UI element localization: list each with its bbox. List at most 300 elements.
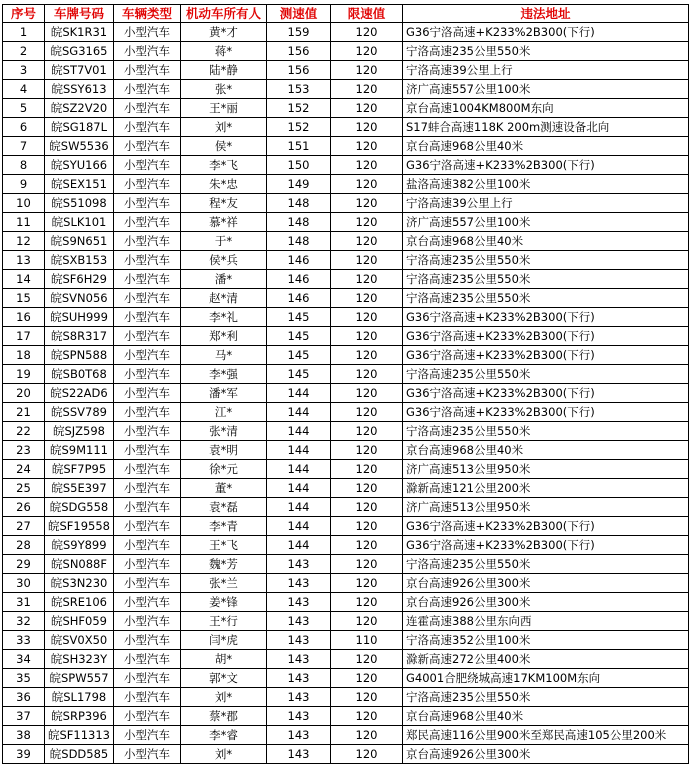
cell-index: 28 bbox=[3, 536, 45, 555]
cell-plate: 皖SDG558 bbox=[45, 498, 114, 517]
cell-owner: 徐*元 bbox=[181, 460, 267, 479]
cell-plate: 皖SH323Y bbox=[45, 650, 114, 669]
cell-speed-limit: 120 bbox=[331, 555, 403, 574]
cell-owner: 李*睿 bbox=[181, 726, 267, 745]
cell-owner: 侯*兵 bbox=[181, 251, 267, 270]
cell-measured-speed: 145 bbox=[267, 327, 331, 346]
cell-measured-speed: 148 bbox=[267, 232, 331, 251]
cell-measured-speed: 143 bbox=[267, 555, 331, 574]
cell-measured-speed: 145 bbox=[267, 308, 331, 327]
cell-measured-speed: 148 bbox=[267, 194, 331, 213]
cell-measured-speed: 144 bbox=[267, 479, 331, 498]
cell-location: G36宁洛高速+K233%2B300(下行) bbox=[403, 308, 689, 327]
table-row bbox=[3, 403, 689, 422]
cell-plate: 皖SPN588 bbox=[45, 346, 114, 365]
table-row bbox=[3, 194, 689, 213]
cell-index: 2 bbox=[3, 42, 45, 61]
cell-owner: 袁*磊 bbox=[181, 498, 267, 517]
cell-index: 11 bbox=[3, 213, 45, 232]
cell-index: 27 bbox=[3, 517, 45, 536]
cell-speed-limit: 120 bbox=[331, 403, 403, 422]
cell-speed-limit: 120 bbox=[331, 194, 403, 213]
cell-index: 14 bbox=[3, 270, 45, 289]
cell-location: 盐洛高速382公里100米 bbox=[403, 175, 689, 194]
cell-location: 滁新高速272公里400米 bbox=[403, 650, 689, 669]
cell-location: 宁洛高速235公里550米 bbox=[403, 365, 689, 384]
cell-speed-limit: 120 bbox=[331, 688, 403, 707]
cell-owner: 李*礼 bbox=[181, 308, 267, 327]
cell-index: 39 bbox=[3, 745, 45, 764]
cell-index: 26 bbox=[3, 498, 45, 517]
cell-speed-limit: 120 bbox=[331, 308, 403, 327]
cell-measured-speed: 143 bbox=[267, 707, 331, 726]
cell-measured-speed: 146 bbox=[267, 289, 331, 308]
cell-index: 35 bbox=[3, 669, 45, 688]
cell-measured-speed: 146 bbox=[267, 270, 331, 289]
cell-measured-speed: 143 bbox=[267, 688, 331, 707]
cell-owner: 陆*静 bbox=[181, 61, 267, 80]
cell-vehicle-type: 小型汽车 bbox=[114, 650, 181, 669]
cell-measured-speed: 156 bbox=[267, 61, 331, 80]
cell-vehicle-type: 小型汽车 bbox=[114, 365, 181, 384]
cell-location: S17蚌合高速118K 200m测速设备北向 bbox=[403, 118, 689, 137]
cell-speed-limit: 120 bbox=[331, 156, 403, 175]
cell-plate: 皖SB0T68 bbox=[45, 365, 114, 384]
cell-location: 京台高速968公里40米 bbox=[403, 137, 689, 156]
cell-owner: 赵*清 bbox=[181, 289, 267, 308]
cell-owner: 蒋* bbox=[181, 42, 267, 61]
cell-vehicle-type: 小型汽车 bbox=[114, 80, 181, 99]
cell-speed-limit: 120 bbox=[331, 669, 403, 688]
cell-measured-speed: 144 bbox=[267, 536, 331, 555]
cell-owner: 刘* bbox=[181, 745, 267, 764]
cell-location: 宁洛高速235公里550米 bbox=[403, 251, 689, 270]
cell-vehicle-type: 小型汽车 bbox=[114, 118, 181, 137]
cell-index: 15 bbox=[3, 289, 45, 308]
cell-plate: 皖SPW557 bbox=[45, 669, 114, 688]
cell-plate: 皖S51098 bbox=[45, 194, 114, 213]
cell-speed-limit: 120 bbox=[331, 80, 403, 99]
cell-plate: 皖SYU166 bbox=[45, 156, 114, 175]
table-row bbox=[3, 99, 689, 118]
table-row bbox=[3, 365, 689, 384]
cell-vehicle-type: 小型汽车 bbox=[114, 156, 181, 175]
cell-speed-limit: 120 bbox=[331, 441, 403, 460]
cell-location: 京台高速968公里40米 bbox=[403, 707, 689, 726]
cell-vehicle-type: 小型汽车 bbox=[114, 308, 181, 327]
cell-vehicle-type: 小型汽车 bbox=[114, 745, 181, 764]
table-row bbox=[3, 441, 689, 460]
cell-location: 济广高速557公里100米 bbox=[403, 213, 689, 232]
cell-plate: 皖SDD585 bbox=[45, 745, 114, 764]
cell-index: 23 bbox=[3, 441, 45, 460]
cell-plate: 皖ST7V01 bbox=[45, 61, 114, 80]
cell-measured-speed: 144 bbox=[267, 384, 331, 403]
cell-location: 济广高速557公里100米 bbox=[403, 80, 689, 99]
cell-index: 8 bbox=[3, 156, 45, 175]
cell-speed-limit: 120 bbox=[331, 346, 403, 365]
cell-location: 宁洛高速352公里100米 bbox=[403, 631, 689, 650]
cell-location: G36宁洛高速+K233%2B300(下行) bbox=[403, 384, 689, 403]
table-row bbox=[3, 726, 689, 745]
cell-plate: 皖SN088F bbox=[45, 555, 114, 574]
cell-vehicle-type: 小型汽车 bbox=[114, 99, 181, 118]
cell-measured-speed: 144 bbox=[267, 441, 331, 460]
cell-owner: 王*飞 bbox=[181, 536, 267, 555]
cell-vehicle-type: 小型汽车 bbox=[114, 669, 181, 688]
header-speed-limit: 限速值 bbox=[331, 5, 403, 23]
cell-index: 4 bbox=[3, 80, 45, 99]
cell-plate: 皖SVN056 bbox=[45, 289, 114, 308]
cell-owner: 张*清 bbox=[181, 422, 267, 441]
cell-owner: 李*青 bbox=[181, 517, 267, 536]
cell-plate: 皖SK1R31 bbox=[45, 23, 114, 42]
cell-owner: 于* bbox=[181, 232, 267, 251]
cell-plate: 皖S3N230 bbox=[45, 574, 114, 593]
cell-vehicle-type: 小型汽车 bbox=[114, 213, 181, 232]
cell-speed-limit: 120 bbox=[331, 745, 403, 764]
cell-location: 宁洛高速235公里550米 bbox=[403, 688, 689, 707]
header-measured-speed: 测速值 bbox=[267, 5, 331, 23]
table-row bbox=[3, 270, 689, 289]
cell-owner: 胡* bbox=[181, 650, 267, 669]
cell-location: G36宁洛高速+K233%2B300(下行) bbox=[403, 536, 689, 555]
cell-location: 宁洛高速39公里上行 bbox=[403, 61, 689, 80]
table-row bbox=[3, 156, 689, 175]
cell-measured-speed: 144 bbox=[267, 422, 331, 441]
violation-table bbox=[2, 4, 689, 764]
cell-measured-speed: 143 bbox=[267, 612, 331, 631]
table-row bbox=[3, 61, 689, 80]
cell-location: 宁洛高速235公里550米 bbox=[403, 422, 689, 441]
table-row bbox=[3, 422, 689, 441]
cell-plate: 皖SG3165 bbox=[45, 42, 114, 61]
cell-location: 京台高速926公里300米 bbox=[403, 745, 689, 764]
cell-vehicle-type: 小型汽车 bbox=[114, 612, 181, 631]
cell-vehicle-type: 小型汽车 bbox=[114, 403, 181, 422]
cell-vehicle-type: 小型汽车 bbox=[114, 289, 181, 308]
cell-vehicle-type: 小型汽车 bbox=[114, 270, 181, 289]
cell-owner: 刘* bbox=[181, 118, 267, 137]
cell-plate: 皖S8R317 bbox=[45, 327, 114, 346]
cell-owner: 王*丽 bbox=[181, 99, 267, 118]
table-row bbox=[3, 137, 689, 156]
cell-speed-limit: 120 bbox=[331, 118, 403, 137]
cell-vehicle-type: 小型汽车 bbox=[114, 479, 181, 498]
cell-owner: 姜*锋 bbox=[181, 593, 267, 612]
table-row bbox=[3, 308, 689, 327]
cell-measured-speed: 152 bbox=[267, 99, 331, 118]
cell-owner: 闫*虎 bbox=[181, 631, 267, 650]
cell-index: 12 bbox=[3, 232, 45, 251]
cell-vehicle-type: 小型汽车 bbox=[114, 574, 181, 593]
cell-measured-speed: 159 bbox=[267, 23, 331, 42]
cell-owner: 张* bbox=[181, 80, 267, 99]
cell-vehicle-type: 小型汽车 bbox=[114, 631, 181, 650]
cell-measured-speed: 143 bbox=[267, 669, 331, 688]
table-row bbox=[3, 631, 689, 650]
cell-location: 宁洛高速235公里550米 bbox=[403, 270, 689, 289]
cell-owner: 张*兰 bbox=[181, 574, 267, 593]
table-body bbox=[3, 23, 689, 764]
cell-index: 32 bbox=[3, 612, 45, 631]
cell-plate: 皖S9Y899 bbox=[45, 536, 114, 555]
cell-owner: 董* bbox=[181, 479, 267, 498]
cell-plate: 皖SSY613 bbox=[45, 80, 114, 99]
cell-speed-limit: 120 bbox=[331, 517, 403, 536]
table-row bbox=[3, 536, 689, 555]
cell-index: 22 bbox=[3, 422, 45, 441]
cell-location: G36宁洛高速+K233%2B300(下行) bbox=[403, 403, 689, 422]
cell-measured-speed: 144 bbox=[267, 498, 331, 517]
cell-index: 29 bbox=[3, 555, 45, 574]
cell-plate: 皖SF7P95 bbox=[45, 460, 114, 479]
cell-vehicle-type: 小型汽车 bbox=[114, 688, 181, 707]
table-row bbox=[3, 327, 689, 346]
cell-speed-limit: 120 bbox=[331, 650, 403, 669]
cell-vehicle-type: 小型汽车 bbox=[114, 555, 181, 574]
cell-index: 5 bbox=[3, 99, 45, 118]
cell-speed-limit: 120 bbox=[331, 498, 403, 517]
table-row bbox=[3, 118, 689, 137]
cell-measured-speed: 146 bbox=[267, 251, 331, 270]
cell-vehicle-type: 小型汽车 bbox=[114, 384, 181, 403]
cell-vehicle-type: 小型汽车 bbox=[114, 536, 181, 555]
table-row bbox=[3, 175, 689, 194]
cell-measured-speed: 144 bbox=[267, 460, 331, 479]
cell-vehicle-type: 小型汽车 bbox=[114, 23, 181, 42]
cell-vehicle-type: 小型汽车 bbox=[114, 517, 181, 536]
table-row bbox=[3, 80, 689, 99]
cell-index: 20 bbox=[3, 384, 45, 403]
cell-location: 京台高速926公里300米 bbox=[403, 574, 689, 593]
table-row bbox=[3, 650, 689, 669]
table-row bbox=[3, 574, 689, 593]
cell-vehicle-type: 小型汽车 bbox=[114, 422, 181, 441]
table-row bbox=[3, 384, 689, 403]
cell-plate: 皖S22AD6 bbox=[45, 384, 114, 403]
table-row bbox=[3, 745, 689, 764]
cell-location: 京台高速1004KM800M东向 bbox=[403, 99, 689, 118]
cell-plate: 皖SL1798 bbox=[45, 688, 114, 707]
cell-location: G36宁洛高速+K233%2B300(下行) bbox=[403, 517, 689, 536]
cell-vehicle-type: 小型汽车 bbox=[114, 726, 181, 745]
table-row bbox=[3, 498, 689, 517]
cell-vehicle-type: 小型汽车 bbox=[114, 137, 181, 156]
cell-speed-limit: 120 bbox=[331, 612, 403, 631]
table-row bbox=[3, 23, 689, 42]
cell-owner: 蔡*郡 bbox=[181, 707, 267, 726]
cell-measured-speed: 145 bbox=[267, 365, 331, 384]
table-row bbox=[3, 612, 689, 631]
cell-index: 9 bbox=[3, 175, 45, 194]
cell-speed-limit: 120 bbox=[331, 213, 403, 232]
cell-speed-limit: 120 bbox=[331, 289, 403, 308]
cell-speed-limit: 120 bbox=[331, 479, 403, 498]
cell-vehicle-type: 小型汽车 bbox=[114, 42, 181, 61]
cell-index: 1 bbox=[3, 23, 45, 42]
cell-measured-speed: 152 bbox=[267, 118, 331, 137]
cell-plate: 皖SF6H29 bbox=[45, 270, 114, 289]
cell-location: 济广高速513公里950米 bbox=[403, 498, 689, 517]
cell-plate: 皖S9N651 bbox=[45, 232, 114, 251]
cell-location: 连霍高速388公里东向西 bbox=[403, 612, 689, 631]
cell-plate: 皖SSV789 bbox=[45, 403, 114, 422]
cell-speed-limit: 120 bbox=[331, 707, 403, 726]
table-row bbox=[3, 707, 689, 726]
cell-vehicle-type: 小型汽车 bbox=[114, 175, 181, 194]
cell-location: G36宁洛高速+K233%2B300(下行) bbox=[403, 327, 689, 346]
cell-speed-limit: 120 bbox=[331, 327, 403, 346]
cell-speed-limit: 120 bbox=[331, 384, 403, 403]
cell-owner: 马* bbox=[181, 346, 267, 365]
cell-plate: 皖SXB153 bbox=[45, 251, 114, 270]
cell-plate: 皖S5E397 bbox=[45, 479, 114, 498]
table-row bbox=[3, 669, 689, 688]
cell-location: 京台高速968公里40米 bbox=[403, 232, 689, 251]
cell-index: 19 bbox=[3, 365, 45, 384]
cell-plate: 皖SHF059 bbox=[45, 612, 114, 631]
cell-plate: 皖SF11313 bbox=[45, 726, 114, 745]
cell-owner: 慕*祥 bbox=[181, 213, 267, 232]
cell-index: 30 bbox=[3, 574, 45, 593]
table-row bbox=[3, 289, 689, 308]
cell-measured-speed: 143 bbox=[267, 631, 331, 650]
cell-location: 宁洛高速39公里上行 bbox=[403, 194, 689, 213]
cell-location: 济广高速513公里950米 bbox=[403, 460, 689, 479]
cell-location: 郑民高速116公里900米至郑民高速105公里200米 bbox=[403, 726, 689, 745]
cell-owner: 李*强 bbox=[181, 365, 267, 384]
cell-measured-speed: 149 bbox=[267, 175, 331, 194]
cell-speed-limit: 120 bbox=[331, 99, 403, 118]
cell-index: 16 bbox=[3, 308, 45, 327]
cell-index: 36 bbox=[3, 688, 45, 707]
cell-index: 17 bbox=[3, 327, 45, 346]
cell-plate: 皖S9M111 bbox=[45, 441, 114, 460]
table-row bbox=[3, 555, 689, 574]
cell-speed-limit: 120 bbox=[331, 593, 403, 612]
cell-owner: 朱*忠 bbox=[181, 175, 267, 194]
cell-measured-speed: 144 bbox=[267, 517, 331, 536]
header-vehicle-type: 车辆类型 bbox=[114, 5, 181, 23]
cell-plate: 皖SUH999 bbox=[45, 308, 114, 327]
cell-owner: 侯* bbox=[181, 137, 267, 156]
cell-owner: 魏*芳 bbox=[181, 555, 267, 574]
cell-location: 京台高速926公里300米 bbox=[403, 593, 689, 612]
cell-index: 38 bbox=[3, 726, 45, 745]
cell-location: 京台高速968公里40米 bbox=[403, 441, 689, 460]
cell-speed-limit: 120 bbox=[331, 270, 403, 289]
cell-index: 7 bbox=[3, 137, 45, 156]
cell-owner: 袁*明 bbox=[181, 441, 267, 460]
cell-plate: 皖SRE106 bbox=[45, 593, 114, 612]
cell-plate: 皖SJZ598 bbox=[45, 422, 114, 441]
table-row bbox=[3, 213, 689, 232]
table-row bbox=[3, 251, 689, 270]
cell-measured-speed: 151 bbox=[267, 137, 331, 156]
cell-index: 21 bbox=[3, 403, 45, 422]
cell-plate: 皖SEX151 bbox=[45, 175, 114, 194]
cell-owner: 郑*利 bbox=[181, 327, 267, 346]
cell-index: 37 bbox=[3, 707, 45, 726]
cell-location: 滁新高速121公里200米 bbox=[403, 479, 689, 498]
cell-owner: 江* bbox=[181, 403, 267, 422]
cell-speed-limit: 120 bbox=[331, 460, 403, 479]
cell-speed-limit: 120 bbox=[331, 61, 403, 80]
table-row bbox=[3, 517, 689, 536]
cell-speed-limit: 110 bbox=[331, 631, 403, 650]
cell-speed-limit: 120 bbox=[331, 365, 403, 384]
cell-measured-speed: 156 bbox=[267, 42, 331, 61]
cell-measured-speed: 143 bbox=[267, 650, 331, 669]
cell-measured-speed: 145 bbox=[267, 346, 331, 365]
cell-vehicle-type: 小型汽车 bbox=[114, 498, 181, 517]
cell-owner: 程*友 bbox=[181, 194, 267, 213]
cell-measured-speed: 143 bbox=[267, 745, 331, 764]
table-row bbox=[3, 688, 689, 707]
cell-speed-limit: 120 bbox=[331, 175, 403, 194]
cell-plate: 皖SLK101 bbox=[45, 213, 114, 232]
cell-owner: 潘* bbox=[181, 270, 267, 289]
cell-speed-limit: 120 bbox=[331, 42, 403, 61]
cell-location: G36宁洛高速+K233%2B300(下行) bbox=[403, 156, 689, 175]
table-row bbox=[3, 479, 689, 498]
table-row bbox=[3, 42, 689, 61]
cell-vehicle-type: 小型汽车 bbox=[114, 232, 181, 251]
cell-index: 24 bbox=[3, 460, 45, 479]
table-row bbox=[3, 593, 689, 612]
cell-vehicle-type: 小型汽车 bbox=[114, 251, 181, 270]
cell-index: 13 bbox=[3, 251, 45, 270]
cell-location: 宁洛高速235公里550米 bbox=[403, 555, 689, 574]
cell-vehicle-type: 小型汽车 bbox=[114, 194, 181, 213]
cell-speed-limit: 120 bbox=[331, 574, 403, 593]
cell-plate: 皖SF19558 bbox=[45, 517, 114, 536]
table-row bbox=[3, 460, 689, 479]
cell-plate: 皖SZ2V20 bbox=[45, 99, 114, 118]
cell-speed-limit: 120 bbox=[331, 232, 403, 251]
header-location: 违法地址 bbox=[403, 5, 689, 23]
cell-plate: 皖SRP396 bbox=[45, 707, 114, 726]
cell-location: G36宁洛高速+K233%2B300(下行) bbox=[403, 346, 689, 365]
header-owner: 机动车所有人 bbox=[181, 5, 267, 23]
cell-location: G4001合肥绕城高速17KM100M东向 bbox=[403, 669, 689, 688]
cell-vehicle-type: 小型汽车 bbox=[114, 327, 181, 346]
cell-vehicle-type: 小型汽车 bbox=[114, 707, 181, 726]
cell-index: 34 bbox=[3, 650, 45, 669]
cell-index: 10 bbox=[3, 194, 45, 213]
table-row bbox=[3, 346, 689, 365]
cell-measured-speed: 143 bbox=[267, 574, 331, 593]
cell-plate: 皖SV0X50 bbox=[45, 631, 114, 650]
cell-owner: 黄*才 bbox=[181, 23, 267, 42]
cell-index: 3 bbox=[3, 61, 45, 80]
cell-speed-limit: 120 bbox=[331, 422, 403, 441]
cell-speed-limit: 120 bbox=[331, 726, 403, 745]
cell-speed-limit: 120 bbox=[331, 137, 403, 156]
cell-measured-speed: 144 bbox=[267, 403, 331, 422]
cell-vehicle-type: 小型汽车 bbox=[114, 61, 181, 80]
cell-vehicle-type: 小型汽车 bbox=[114, 441, 181, 460]
header-row bbox=[3, 5, 689, 23]
cell-measured-speed: 143 bbox=[267, 593, 331, 612]
cell-owner: 李*飞 bbox=[181, 156, 267, 175]
cell-owner: 郭*文 bbox=[181, 669, 267, 688]
cell-index: 25 bbox=[3, 479, 45, 498]
header-plate: 车牌号码 bbox=[45, 5, 114, 23]
cell-index: 6 bbox=[3, 118, 45, 137]
cell-index: 31 bbox=[3, 593, 45, 612]
